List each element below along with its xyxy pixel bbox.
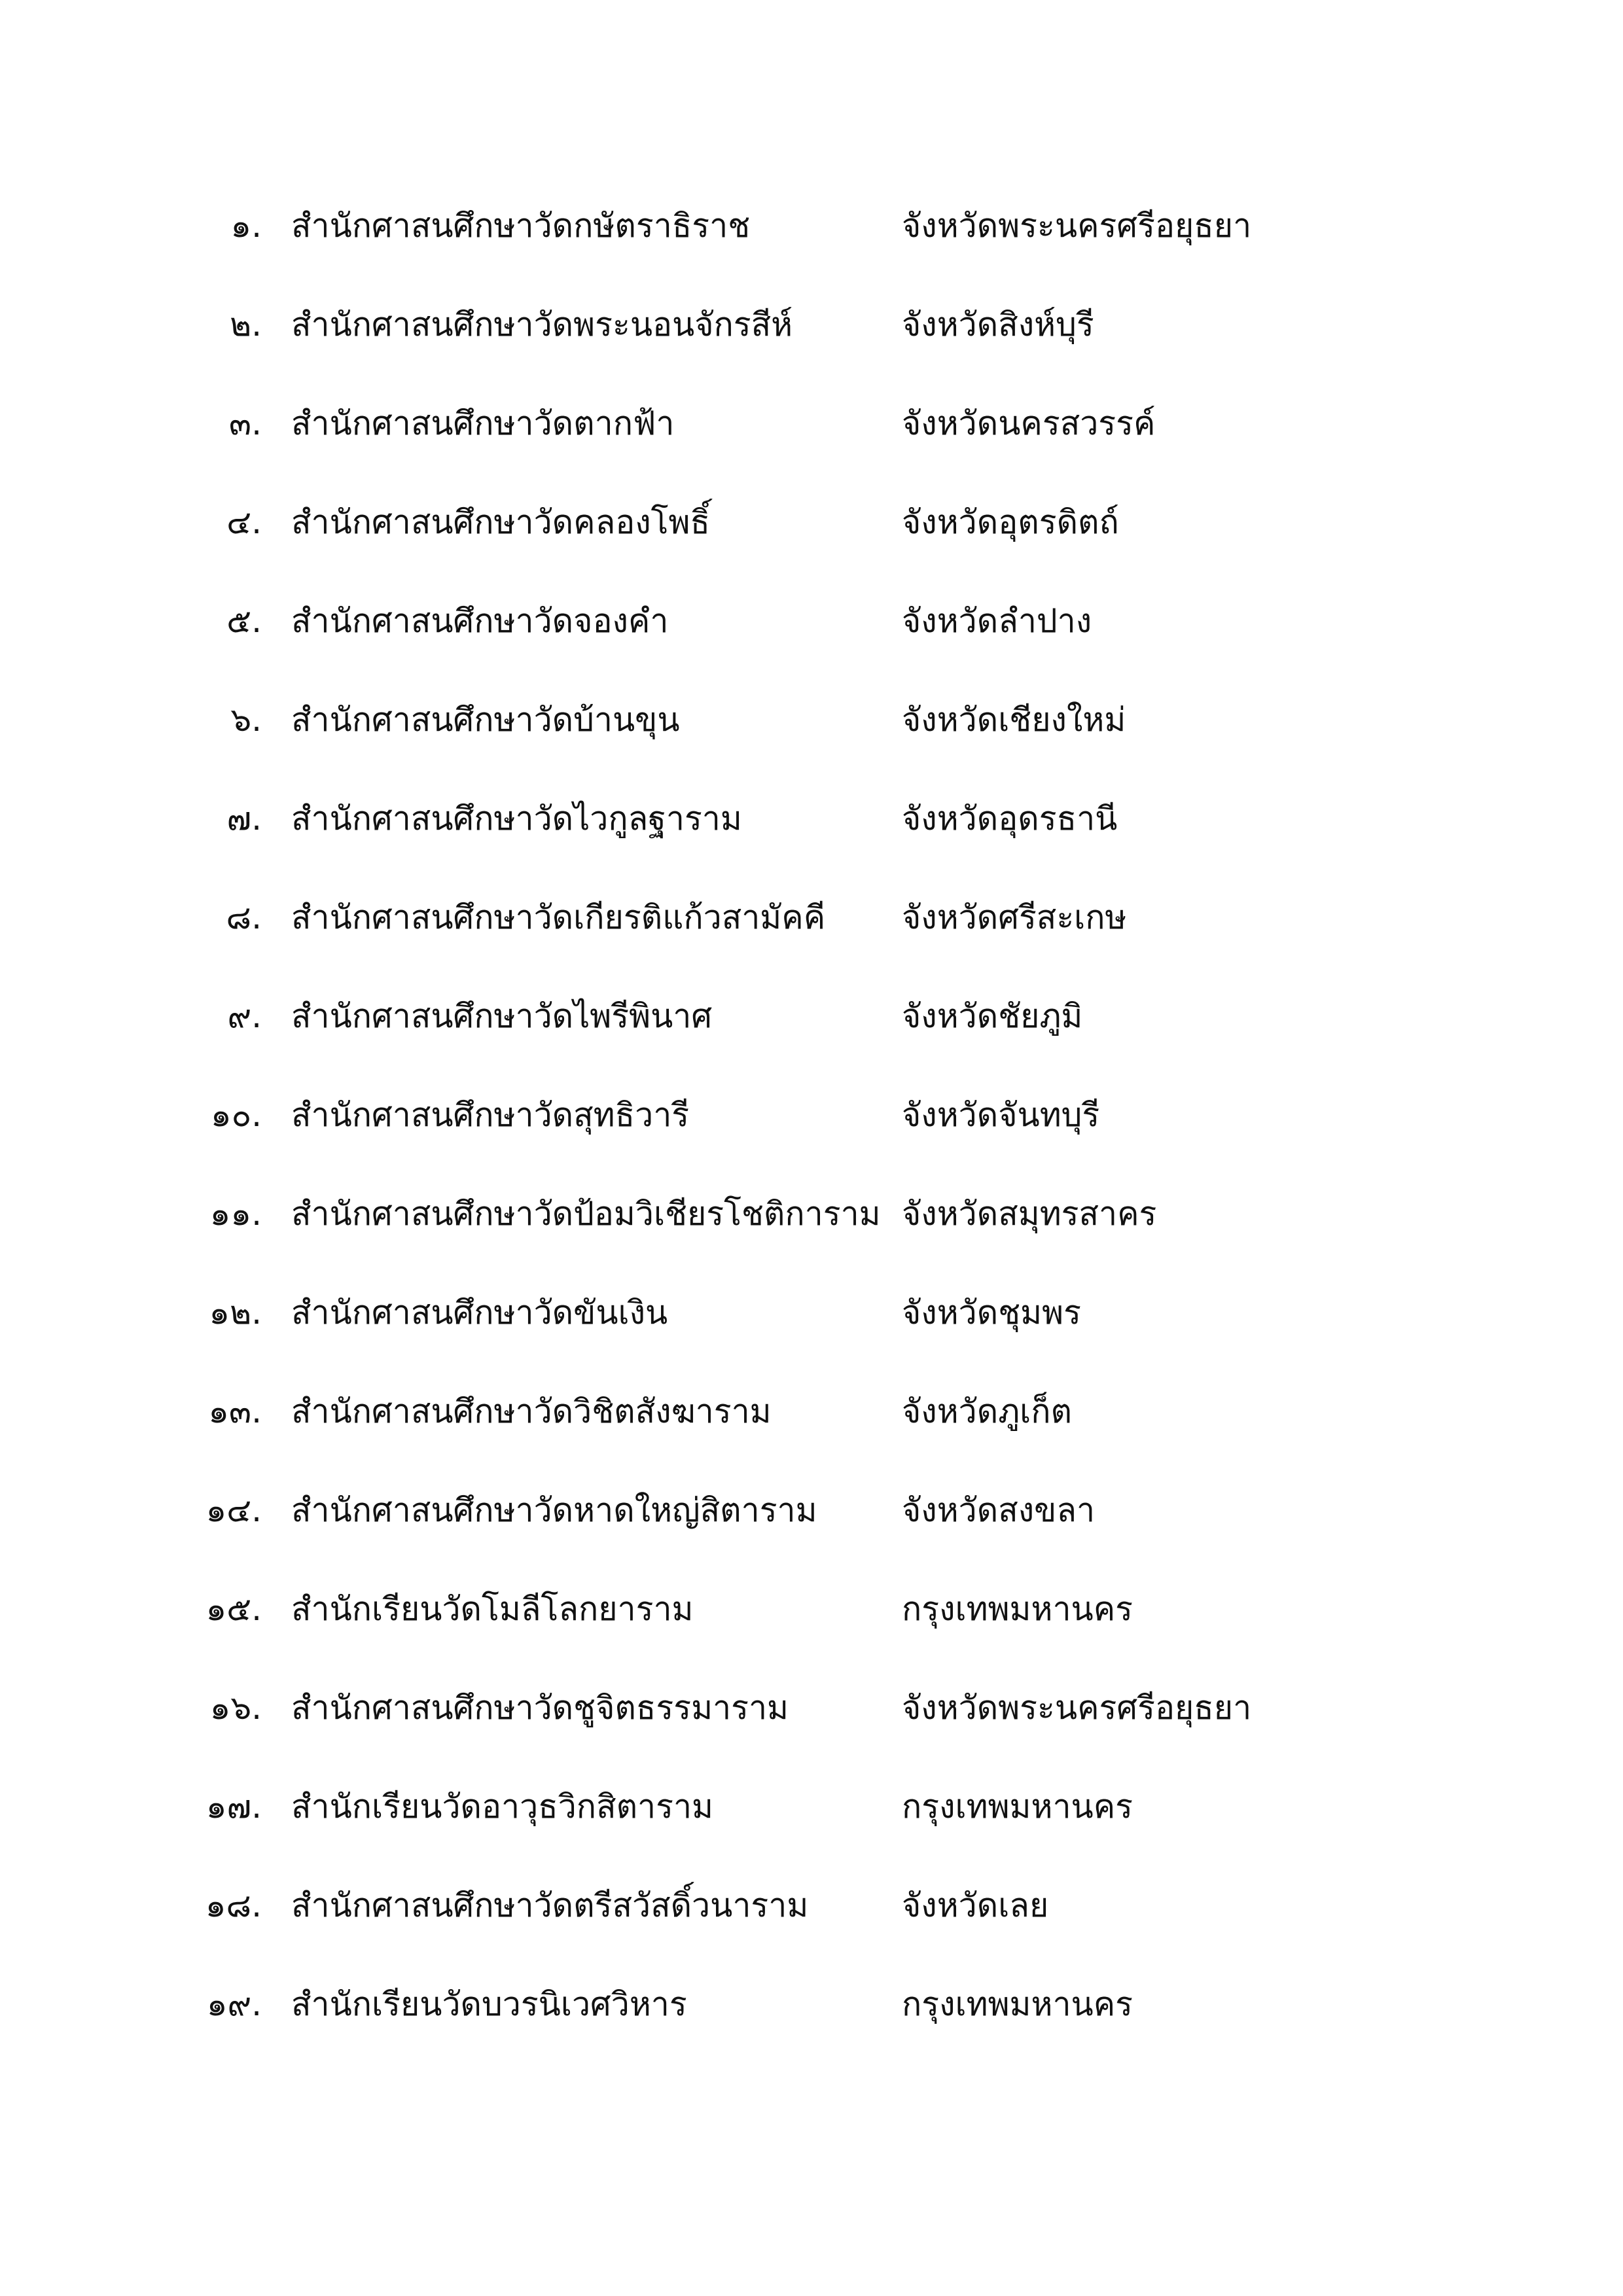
list-item [0, 384, 1623, 463]
item-number: ๑๖. [209, 1689, 262, 1727]
province-name: จังหวัดเลย [902, 1886, 1049, 1924]
province-name: จังหวัดสมุทรสาคร [902, 1195, 1157, 1233]
item-number: ๑๔. [205, 1491, 262, 1529]
item-number: ๑๓. [208, 1392, 262, 1430]
item-number: ๘. [226, 898, 262, 936]
province-name: จังหวัดพระนครศรีอยุธยา [902, 207, 1252, 245]
list-item [0, 977, 1623, 1055]
province-name: จังหวัดจันทบุรี [902, 1096, 1100, 1134]
school-name: สำนักศาสนศึกษาวัดป้อมวิเชียรโชติการาม [291, 1195, 881, 1233]
province-name: จังหวัดอุดรธานี [902, 800, 1118, 838]
list-item [0, 582, 1623, 660]
school-name: สำนักศาสนศึกษาวัดจองคำ [291, 602, 669, 640]
province-name: จังหวัดพระนครศรีอยุธยา [902, 1689, 1252, 1727]
list-item [0, 285, 1623, 364]
province-name: จังหวัดลำปาง [902, 602, 1092, 640]
item-number: ๖. [230, 701, 262, 739]
province-name: กรุงเทพมหานคร [902, 1985, 1133, 2023]
item-number: ๑๗. [205, 1788, 262, 1826]
list-item [0, 1273, 1623, 1352]
province-name: จังหวัดนครสวรรค์ [902, 404, 1156, 442]
list-item [0, 483, 1623, 561]
list-item [0, 680, 1623, 759]
province-name: จังหวัดชัยภูมิ [902, 997, 1083, 1035]
school-name: สำนักศาสนศึกษาวัดคลองโพธิ์ [291, 503, 711, 541]
list-item [0, 1767, 1623, 1846]
item-number: ๑๑. [209, 1195, 262, 1233]
school-name: สำนักเรียนวัดโมลีโลกยาราม [291, 1590, 694, 1628]
item-number: ๑. [230, 207, 262, 245]
list-item [0, 1076, 1623, 1154]
item-number: ๓. [228, 404, 262, 442]
list-item [0, 1669, 1623, 1747]
item-number: ๙. [227, 997, 262, 1035]
school-name: สำนักเรียนวัดอาวุธวิกสิตาราม [291, 1788, 714, 1826]
item-number: ๑๙. [206, 1985, 262, 2023]
province-name: จังหวัดอุตรดิตถ์ [902, 503, 1119, 541]
school-name: สำนักศาสนศึกษาวัดสุทธิวารี [291, 1096, 690, 1134]
item-number: ๑๐. [210, 1096, 262, 1134]
list-item [0, 878, 1623, 957]
school-name: สำนักศาสนศึกษาวัดชูจิตธรรมาราม [291, 1689, 789, 1727]
item-number: ๕. [226, 602, 262, 640]
province-name: จังหวัดภูเก็ต [902, 1392, 1073, 1430]
list-item [0, 1471, 1623, 1549]
list-item [0, 186, 1623, 265]
school-name: สำนักศาสนศึกษาวัดตรีสวัสดิ์วนาราม [291, 1886, 809, 1924]
province-name: กรุงเทพมหานคร [902, 1590, 1133, 1628]
province-name: จังหวัดชุมพร [902, 1294, 1081, 1332]
province-name: จังหวัดสิงห์บุรี [902, 306, 1094, 344]
list-item [0, 1372, 1623, 1451]
item-number: ๗. [226, 800, 262, 838]
item-number: ๒. [230, 306, 262, 344]
item-number: ๑๕. [205, 1590, 262, 1628]
school-name: สำนักศาสนศึกษาวัดไวกูลฐาราม [291, 800, 742, 838]
school-name: สำนักศาสนศึกษาวัดพระนอนจักรสีห์ [291, 306, 793, 344]
school-name: สำนักเรียนวัดบวรนิเวศวิหาร [291, 1985, 687, 2023]
province-name: จังหวัดศรีสะเกษ [902, 898, 1127, 936]
list-item [0, 779, 1623, 858]
list-item [0, 1174, 1623, 1253]
province-name: จังหวัดสงขลา [902, 1491, 1096, 1529]
list-item [0, 1570, 1623, 1648]
province-name: จังหวัดเชียงใหม่ [902, 701, 1126, 739]
item-number: ๑๘. [205, 1886, 262, 1924]
school-name: สำนักศาสนศึกษาวัดตากฟ้า [291, 404, 675, 442]
school-name: สำนักศาสนศึกษาวัดเกียรติแก้วสามัคคี [291, 898, 826, 936]
school-name: สำนักศาสนศึกษาวัดหาดใหญ่สิตาราม [291, 1491, 817, 1529]
list-item [0, 1965, 1623, 2043]
list-item [0, 1866, 1623, 1945]
school-name: สำนักศาสนศึกษาวัดบ้านขุน [291, 701, 680, 739]
school-name: สำนักศาสนศึกษาวัดไพรีพินาศ [291, 997, 713, 1035]
school-name: สำนักศาสนศึกษาวัดกษัตราธิราช [291, 207, 751, 245]
school-name: สำนักศาสนศึกษาวัดวิชิตสังฆาราม [291, 1392, 772, 1430]
item-number: ๔. [226, 503, 262, 541]
item-number: ๑๒. [209, 1294, 262, 1332]
province-name: กรุงเทพมหานคร [902, 1788, 1133, 1826]
school-name: สำนักศาสนศึกษาวัดขันเงิน [291, 1294, 668, 1332]
